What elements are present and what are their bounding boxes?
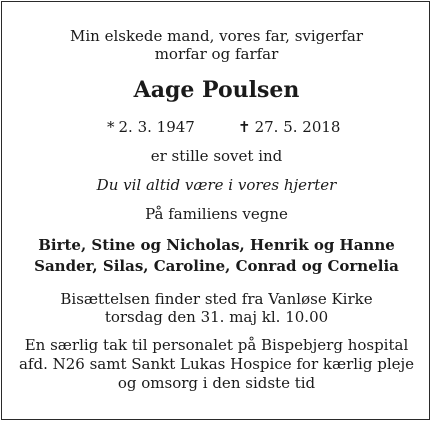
passed-text: er stille sovet ind [150,147,283,165]
thanks-line-2: afd. N26 samt Sankt Lukas Hospice for kærlig pleje [18,355,415,373]
cross-icon: ✝ [238,118,251,136]
intro-line-2: morfar og farfar [154,45,279,63]
birth-star-icon: * [107,118,115,136]
thanks-line-1: En særlig tak til personalet på Bispebjerg hospital [24,336,409,354]
death-date [238,118,340,136]
funeral-line-2: torsdag den 31. maj kl. 10.00 [104,308,329,326]
behalf-text: På familiens vegne [145,205,288,223]
family-line-1: Birte, Stine og Nicholas, Henrik og Hanne [38,236,395,254]
intro-line-1: Min elskede mand, vores far, svigerfar [70,27,363,45]
death-date-value: 27. 5. 2018 [254,118,341,136]
deceased-name: Aage Poulsen [133,77,300,103]
thanks-line-3: og omsorg i den sidste tid [117,374,316,392]
birth-date-value: 2. 3. 1947 [118,118,195,136]
funeral-line-1: Bisættelsen finder sted fra Vanløse Kirke [60,290,373,308]
tribute-text: Du vil altid være i vores hjerter [96,176,337,194]
family-line-2: Sander, Silas, Caroline, Conrad og Cornelia [34,257,399,275]
birth-date [107,118,195,136]
